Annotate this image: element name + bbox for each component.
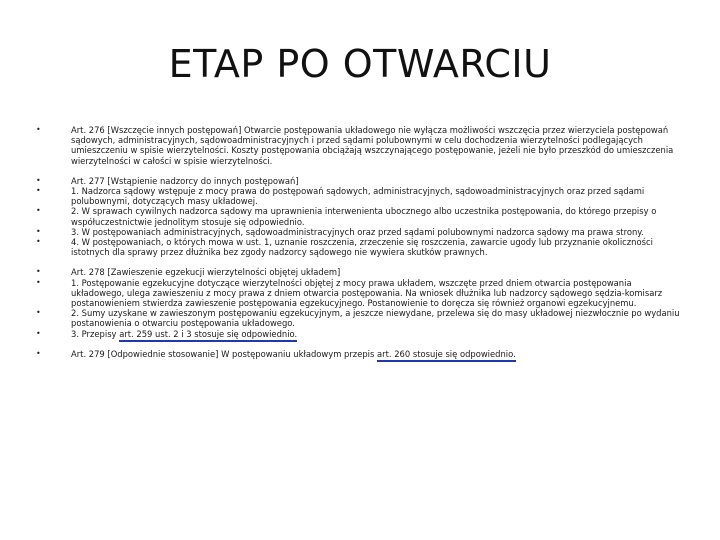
- bullet-icon: •: [36, 186, 41, 196]
- art277-heading: Art. 277 [Wstąpienie nadzorcy do innych postępowań]: [71, 175, 299, 186]
- list-item: [30, 237, 685, 257]
- bullet-icon: •: [36, 267, 41, 277]
- list-item: [30, 227, 685, 237]
- bullet-icon: •: [36, 206, 41, 216]
- art277-block: [30, 176, 685, 258]
- list-item: [30, 206, 685, 226]
- art279-prefix: Art. 279 [Odpowiednie stosowanie] W postępowaniu układowym przepis: [71, 348, 378, 359]
- art277-p2: 2. W sprawach cywilnych nadzorca sądowy ma uprawnienia interwenienta ubocznego albo uczestnika postępowania, do którego przepisy o współuczestnictwie jednolitym stosuje się odpowiednio.: [71, 206, 657, 227]
- bullet-icon: •: [36, 328, 41, 338]
- list-item: [30, 349, 685, 359]
- slide-title: ETAP PO OTWARCIU: [168, 42, 552, 86]
- bullet-icon: •: [36, 308, 41, 318]
- art278-block: [30, 267, 685, 338]
- slide-content: [30, 125, 685, 369]
- art277-p3: 3. W postępowaniach administracyjnych, sądowoadministracyjnych oraz przed sądami polubownymi nadzorca sądowy ma prawa strony.: [71, 226, 644, 237]
- list-item: [30, 125, 685, 166]
- list-item: [30, 176, 685, 186]
- list-item: [30, 278, 685, 309]
- art259-link[interactable]: art. 259 ust. 2 i 3 stosuje się odpowiednio.: [119, 329, 297, 342]
- bullet-icon: •: [36, 175, 41, 185]
- bullet-icon: •: [36, 348, 41, 358]
- art278-p3-prefix: 3. Przepisy: [71, 328, 120, 339]
- bullet-icon: •: [36, 226, 41, 236]
- art260-link[interactable]: art. 260 stosuje się odpowiednio.: [377, 349, 516, 362]
- art277-p1: 1. Nadzorca sądowy wstępuje z mocy prawa do postępowań sądowych, administracyjnych, sądowoadministracyjnych oraz przed sądami polubownymi, dotyczących masy układowej.: [71, 186, 645, 207]
- art278-heading: Art. 278 [Zawieszenie egzekucji wierzytelności objętej układem]: [71, 267, 341, 278]
- art279-block: [30, 349, 685, 359]
- art278-p2: 2. Sumy uzyskane w zawieszonym postępowaniu egzekucyjnym, a jeszcze niewydane, przelewa się do masy układowej niezwłocznie po wydaniu postanowienia o otwarciu postępowania układowego.: [71, 308, 680, 329]
- bullet-icon: •: [36, 237, 41, 247]
- art277-p4: 4. W postępowaniach, o których mowa w ust. 1, uznanie roszczenia, zrzeczenie się roszczenia, zawarcie ugody lub przyznanie okoliczności istotnych dla sprawy przez dłużnika bez zgody nadzorcy sądowego nie wywiera skutków prawnych.: [71, 237, 653, 258]
- bullet-icon: •: [36, 125, 41, 134]
- art276-text: Art. 276 [Wszczęcie innych postępowań] Otwarcie postępowania układowego nie wyłącza możliwości wszczęcia przez wierzyciela postępowań sądowych, administracyjnych, sądowoadministracyjnych i przed sądami polubownymi w celu dochodzenia wierzytelności podlegających umieszczeniu w spisie wierzytelności. Koszty postępowania obciążają wszczynającego postępowanie, jeżeli nie było przeszkód do umieszczenia wierzytelności w całości w spisie wierzytelności.: [71, 125, 674, 166]
- art276-block: [30, 125, 685, 166]
- list-item: [30, 308, 685, 328]
- art278-p1: 1. Postępowanie egzekucyjne dotyczące wierzytelności objętej z mocy prawa układem, wszczęte przed dniem otwarcia postępowania układowego, ulega zawieszeniu z mocy prawa z dniem otwarcia postępowania. Na wniosek dłużnika lub nadzorcy sądowego sędzia-komisarz postanowieniem stwierdza zawieszenie postępowania egzekucyjnego. Postanowienie to doręcza się również organowi egzekucyjnemu.: [71, 277, 663, 309]
- list-item: [30, 329, 685, 339]
- bullet-icon: •: [36, 277, 41, 287]
- list-item: [30, 267, 685, 277]
- list-item: [30, 186, 685, 206]
